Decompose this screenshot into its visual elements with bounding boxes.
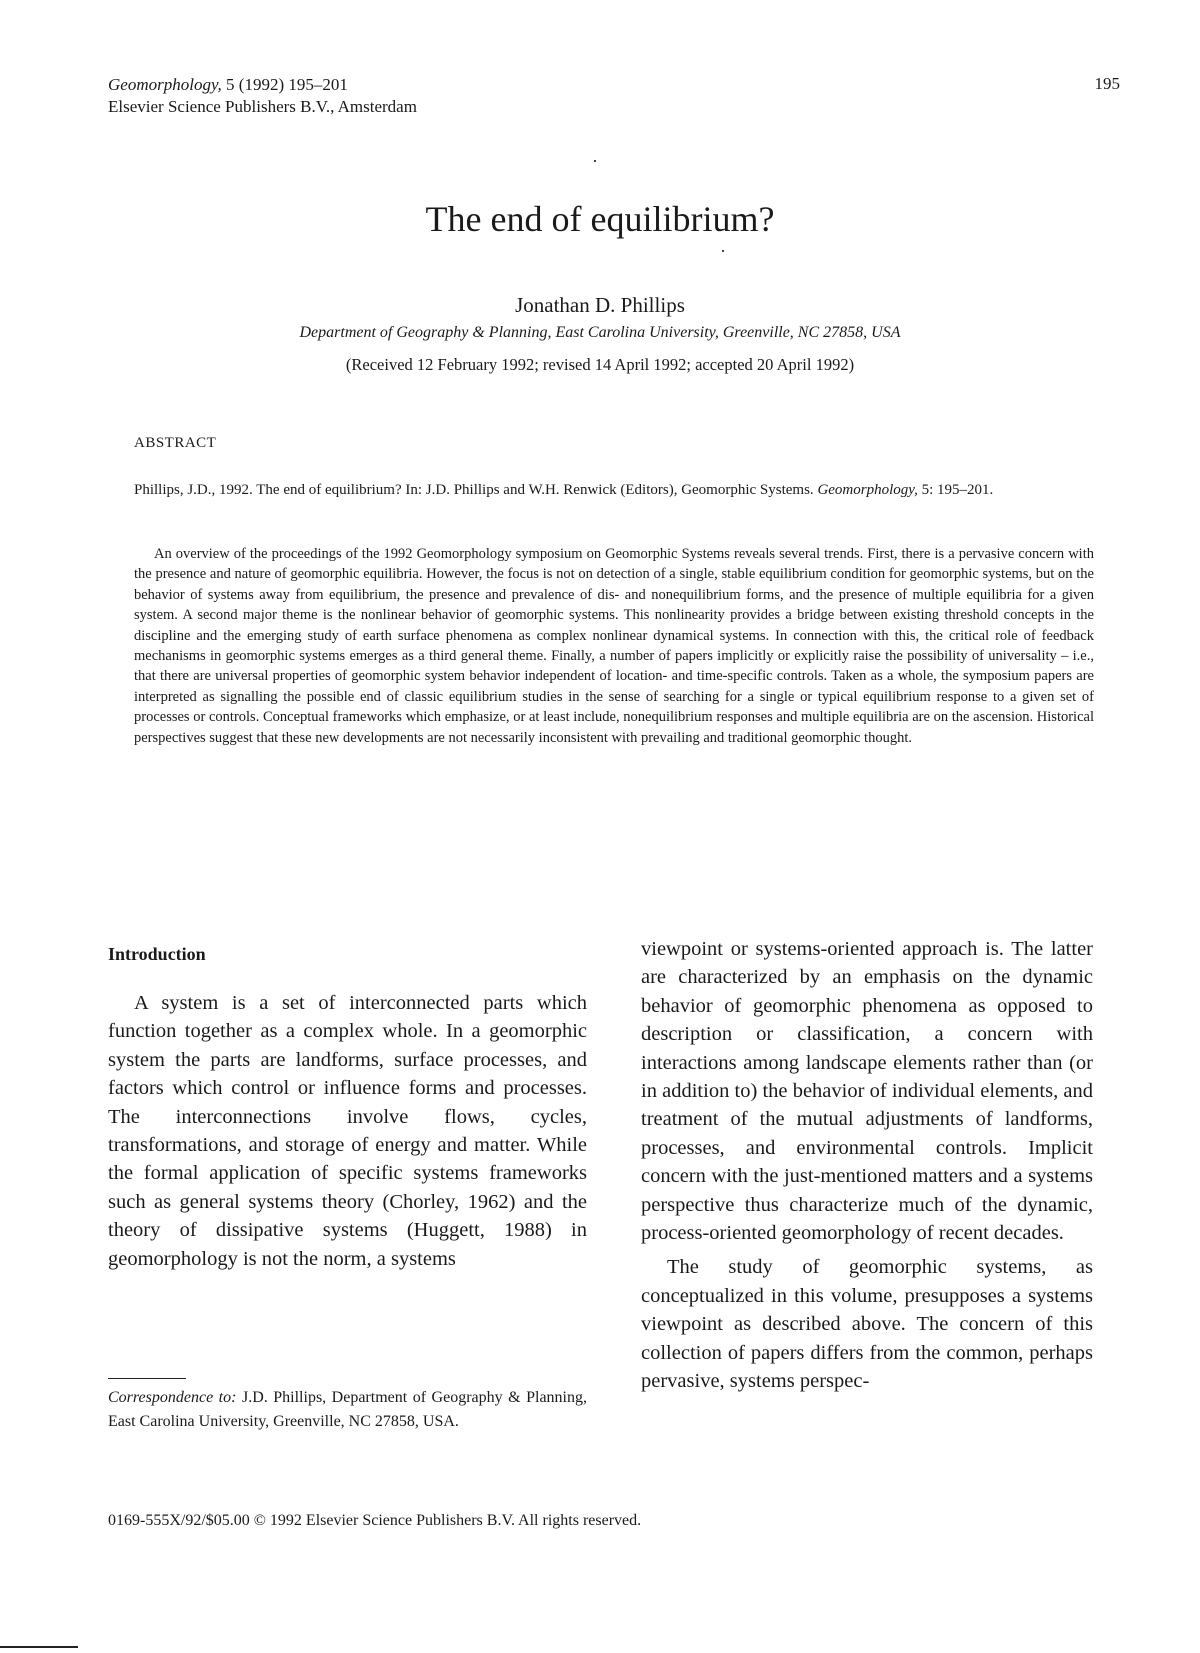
footnote-rule — [108, 1378, 186, 1379]
scan-edge-mark — [0, 1646, 78, 1648]
publisher: Elsevier Science Publishers B.V., Amsterdam — [108, 97, 417, 116]
correspondence-footnote — [108, 1386, 587, 1433]
author-name: Jonathan D. Phillips — [515, 293, 685, 317]
citation-end: 5: 195–201. — [917, 482, 994, 498]
intro-paragraph-2: viewpoint or systems-oriented approach is. The latter are characterized by an emphasis on the dynamic behavior of geomorphic phenomena as opposed to description or classification, a concern with interactions among landscape elements rather than (or in addition to) the behavior of individual elements, and treatment of the mutual adjustments of landforms, processes, and environmental controls. Implicit concern with the just-mentioned matters and a systems perspective thus characterize much of the dynamic, process-oriented geomorphology of recent decades. — [641, 938, 1093, 1245]
abstract-body: An overview of the proceedings of the 1992 Geomorphology symposium on Geomorphic Systems reveals several trends. First, there is a pervasive concern with the presence and nature of geomorphic equilibria. However, the focus is not on detection of a single, stable equilibrium condition for geomorphic systems, but on the behavior of systems away from equilibrium, the presence and prevalence of dis- and nonequilibrium forms, and the presence of multiple equilibria for a given system. A second major theme is the nonlinear behavior of geomorphic systems. This nonlinearity provides a bridge between existing threshold concepts in the discipline and the emerging study of earth surface phenomena as complex nonlinear dynamical systems. In connection with this, the critical role of feedback mechanisms in geomorphic systems emerges as a third general theme. Finally, a number of papers implicitly or explicitly raise the possibility of universality – i.e., that there are universal properties of geomorphic system behavior independent of location- and time-specific controls. Taken as a whole, the symposium papers are interpreted as signalling the possible end of classic equilibrium studies in the sense of searching for a single or typical equilibrium response to a given set of processes or controls. Conceptual frameworks which emphasize, or at least include, nonequilibrium responses and multiple equilibria are on the ascension. Historical perspectives suggest that these new developments are not necessarily inconsistent with prevailing and traditional geomorphic thought. — [134, 546, 1094, 746]
left-column — [108, 989, 587, 1273]
journal-name: Geomorphology, — [108, 75, 222, 94]
abstract-citation — [134, 479, 1114, 501]
page-number: 195 — [1094, 74, 1120, 93]
paper-title: The end of equilibrium? — [425, 199, 775, 239]
scan-speck — [594, 160, 596, 162]
intro-paragraph-1: A system is a set of interconnected parts which function together as a complex whole. In a geomorphic system the parts are landforms, surface processes, and factors which control or influence forms and processes. The interconnections involve flows, cycles, transformations, and storage of energy and matter. While the formal application of specific systems frameworks such as general systems theory (Chorley, 1962) and the theory of dissipative systems (Huggett, 1988) in geomorphology is not the norm, a systems — [108, 992, 587, 1270]
received-dates: (Received 12 February 1992; revised 14 April 1992; accepted 20 April 1992) — [345, 355, 855, 374]
intro-paragraph-3: The study of geomorphic systems, as conceptualized in this volume, presupposes a systems viewpoint as described above. The concern of this collection of papers differs from the common, perhaps pervasive, systems perspec- — [641, 1256, 1093, 1393]
section-heading-introduction: Introduction — [108, 944, 206, 964]
footnote-text: J.D. Phillips, Department of Geography & Planning, East Carolina University, Greenville, NC 27858, USA. — [108, 1389, 587, 1430]
journal-header — [108, 74, 417, 118]
right-column — [641, 935, 1093, 1396]
citation-journal: Geomorphology, — [817, 482, 918, 498]
journal-details: 5 (1992) 195–201 — [221, 75, 348, 94]
author-affiliation: Department of Geography & Planning, East Carolina University, Greenville, NC 27858, USA — [299, 324, 901, 341]
footnote-label: Correspondence to: — [108, 1389, 237, 1406]
abstract-heading: ABSTRACT — [134, 435, 217, 451]
copyright-line: 0169-555X/92/$05.00 © 1992 Elsevier Science Publishers B.V. All rights reserved. — [108, 1512, 642, 1529]
scan-speck — [722, 250, 724, 252]
citation-main: Phillips, J.D., 1992. The end of equilibrium? In: J.D. Phillips and W.H. Renwick (Editors), Geomorphic Systems. — [134, 482, 818, 498]
